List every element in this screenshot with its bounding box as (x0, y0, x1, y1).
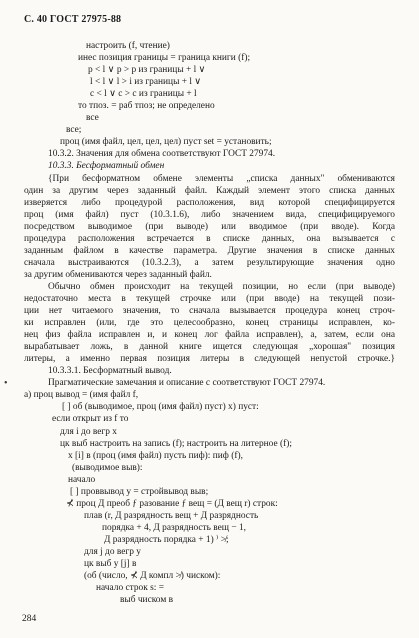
text-line: ⊀ проц Д преоб ƒ разование ƒ вещ = (Д вещ r) строк: (66, 498, 278, 509)
text-line: инес позиция границы = граница книги (f); (78, 53, 251, 64)
text-line: [ ] об (выводимое, проц (имя файл) пуст) x) пуст: (62, 402, 259, 413)
document-body (0, 40, 419, 606)
page-header: С. 40 ГОСТ 27975-88 (24, 14, 122, 25)
text-line: 10.3.2. Значения для обмена соответствуют ГОСТ 27974. (48, 149, 276, 160)
text-line: начало строк s: = (96, 583, 165, 594)
text-line: а) проц вывод = (имя файл f, (24, 390, 139, 401)
text-line: для i до вегр x (60, 426, 117, 437)
text-line: p < l ∨ p > p из границы + l ∨ (88, 65, 206, 76)
text-line: Прагматические замечания и описание с соответствуют ГОСТ 27974. (48, 378, 326, 389)
text-line: изверяется либо процедурой расположения, вид которой специфицируется (24, 197, 395, 208)
text-line: порядка + 4, Д разрядность вещ − 1, (102, 522, 247, 533)
text-line: [ ] проввывод y = стройвывод выв; (70, 486, 209, 497)
text-line: проц (имя файл, цел, цел, цел) пуст set = установить; (60, 137, 272, 148)
text-line: все; (66, 125, 82, 136)
text-line: все (86, 113, 99, 124)
text-line: для j до вегр y (84, 546, 141, 557)
text-line: l < l ∨ l > i из границы + l ∨ (90, 77, 202, 88)
text-line: {При бесформатном обмене элементы „списка данных" обмениваются (48, 173, 395, 184)
text-line: c < l ∨ c > c из границы + l (90, 89, 197, 100)
text-line: Д разрядность порядка + 1) ⁾ ≯; (104, 534, 229, 545)
text-line: то тпоз. = раб тпоз; не определено (78, 101, 215, 112)
text-line: (выводимое выв): (72, 462, 143, 473)
text-line: если открыт из f то (52, 414, 129, 425)
page-number: 284 (22, 614, 37, 624)
text-line: заданным файлом в качестве параметра. Другие значения в списке данных (24, 245, 395, 256)
text-line: за другим обмениваются через заданный файл. (24, 269, 212, 280)
text-line: недостаточно места в текущей строчке или (при вводе) на текущей пози- (24, 293, 395, 304)
text-line: 10.3.3.1. Бесформатный вывод. (48, 366, 172, 377)
text-line: x [i] в (проц (имя файл) пусть пиф): пиф (f), (68, 450, 243, 461)
text-line: 10.3.3. Бесформатный обмен (48, 161, 165, 172)
text-line: начало (68, 474, 96, 485)
text-line: выб чиском в (120, 595, 174, 606)
margin-mark: • (4, 378, 8, 389)
text-line: ки исправлен (или, где это целесообразно, конец страницы исправлен, ко- (24, 318, 395, 329)
text-line: цк выб настроить на запись (f); настроить на литерное (f); (60, 438, 292, 449)
text-line: проц (имя файл) пуст (10.3.1.6), либо значением вида, специфицируемого (24, 209, 395, 220)
text-line: настроить (f, чтение) (86, 41, 170, 51)
text-line: один за другим через заданный файл. Каждый элемент этого списка данных (24, 185, 395, 196)
text-line: нец физ файла исправлен и, и конец лог файла исправлен), а, затем, если она (24, 330, 395, 341)
text-line: ции нет читаемого значения, то сначала вызывается процедура конец строч- (24, 306, 395, 317)
text-line: цк выб y [j] в (84, 559, 137, 570)
text-line: литеры, а именно первая позиция литеры в следующей непустой строчке.} (24, 354, 395, 365)
text-line: сначала выстраиваются (10.3.2.3), а затем результирующие значения одно (24, 257, 395, 268)
text-line: процедура расположения встречается в списке данных, она вызывается с (24, 233, 395, 244)
text-line: плав (r, Д разрядность вещ + Д разрядность (84, 510, 259, 521)
text-line: Обычно обмен происходит на текущей позиции, но если (при выводе) (48, 281, 395, 292)
text-line: посредством выводимое (при выводе) или вводимое (при вводе). Когда (24, 221, 395, 232)
text-line: (об (число, ⊀ Д компл ≯) чиском): (84, 571, 221, 582)
text-line: вырабатывает ложь, в данной книге ищется следующая „хорошая" позиция (24, 342, 395, 353)
